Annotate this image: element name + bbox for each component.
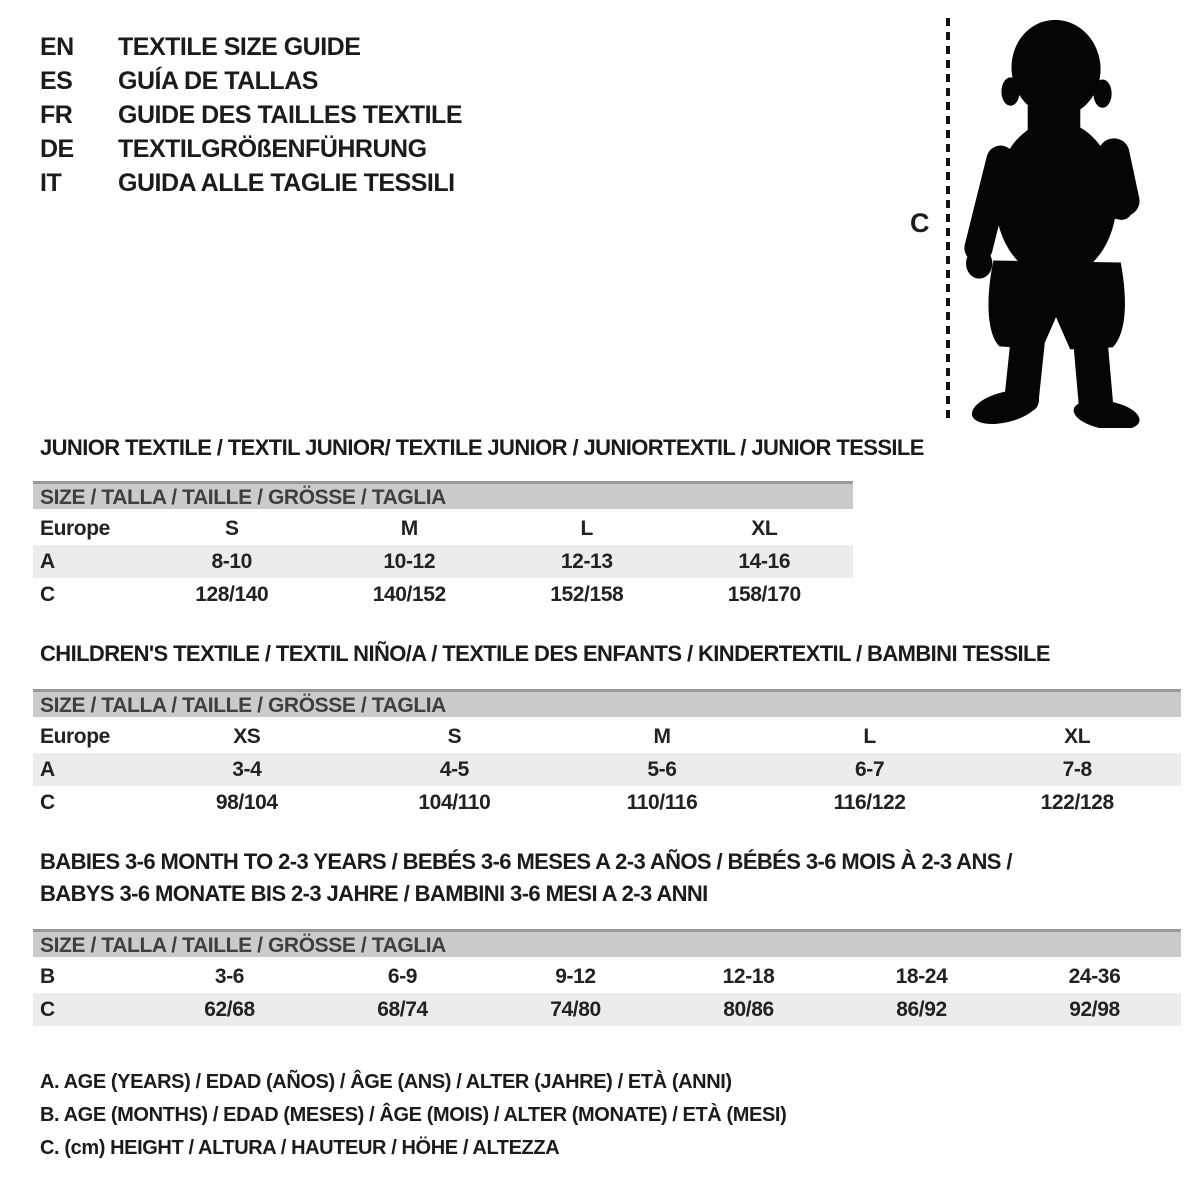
table-row-height	[33, 786, 1181, 819]
size-cell: 86/92	[896, 997, 947, 1021]
size-cell: 12-13	[560, 549, 613, 573]
size-cell: S	[224, 516, 239, 540]
language-code: FR	[40, 101, 73, 129]
size-cell: 128/140	[195, 582, 269, 606]
footnote-b: B. AGE (MONTHS) / EDAD (MESES) / ÂGE (MOIS) / ALTER (MONATE) / ETÀ (MESI)	[40, 1104, 787, 1126]
table-row-months	[33, 960, 1181, 993]
size-cell: 6-7	[855, 757, 885, 781]
size-cell: 12-18	[722, 964, 775, 988]
measure-label-c: C	[910, 208, 929, 238]
height-measure-dashed-line	[946, 18, 950, 418]
size-header-bar-babies: SIZE / TALLA / TAILLE / GRÖSSE / TAGLIA	[33, 929, 1181, 957]
size-cell: 7-8	[1062, 757, 1092, 781]
size-cell: XL	[1064, 724, 1091, 748]
size-cell: 3-6	[214, 964, 245, 988]
size-cell: 3-4	[232, 757, 262, 781]
guide-title: GUÍA DE TALLAS	[118, 67, 318, 95]
row-label: Europe	[40, 516, 110, 540]
row-label: A	[40, 757, 55, 781]
size-cell: 4-5	[439, 757, 469, 781]
table-row-height	[33, 993, 1181, 1026]
language-code: DE	[40, 135, 74, 163]
guide-title: GUIDA ALLE TAGLIE TESSILI	[118, 169, 455, 197]
section-title-babies-line2: BABYS 3-6 MONATE BIS 2-3 JAHRE / BAMBINI 3-6 MESI A 2-3 ANNI	[40, 881, 708, 906]
size-cell: 158/170	[727, 582, 801, 606]
table-row-europe	[33, 720, 1181, 753]
table-row-age	[33, 753, 1181, 786]
size-cell: 5-6	[647, 757, 677, 781]
size-cell: 62/68	[204, 997, 255, 1021]
table-row-height	[33, 578, 853, 611]
size-cell: 80/86	[723, 997, 774, 1021]
size-cell: M	[400, 516, 418, 540]
guide-title: GUIDE DES TAILLES TEXTILE	[118, 101, 463, 129]
size-cell: M	[653, 724, 671, 748]
row-label: C	[40, 790, 55, 814]
section-title-babies-line1: BABIES 3-6 MONTH TO 2-3 YEARS / BEBÉS 3-6 MESES A 2-3 AÑOS / BÉBÉS 3-6 MOIS À 2-3 ANS /	[40, 849, 1012, 874]
size-cell: 24-36	[1068, 964, 1121, 988]
toddler-silhouette-image	[963, 12, 1145, 428]
size-cell: 104/110	[418, 790, 491, 814]
footnote-legend	[40, 1066, 786, 1165]
language-row-it	[40, 166, 462, 200]
language-row-es	[40, 64, 462, 98]
language-row-en	[40, 30, 462, 64]
guide-title: TEXTILE SIZE GUIDE	[118, 33, 361, 61]
size-cell: 110/116	[626, 790, 698, 814]
section-title-junior: JUNIOR TEXTILE / TEXTIL JUNIOR/ TEXTILE JUNIOR / JUNIORTEXTIL / JUNIOR TESSILE	[40, 435, 924, 460]
language-row-de	[40, 132, 462, 166]
section-title-children: CHILDREN'S TEXTILE / TEXTIL NIÑO/A / TEXTILE DES ENFANTS / KINDERTEXTIL / BAMBINI TESSILE	[40, 641, 1050, 666]
size-table-babies	[33, 960, 1181, 1026]
size-cell: S	[447, 724, 462, 748]
size-cell: XL	[751, 516, 778, 540]
size-cell: 10-12	[383, 549, 436, 573]
language-title-block	[40, 30, 462, 200]
size-cell: 6-9	[387, 964, 418, 988]
language-code: EN	[40, 33, 74, 61]
language-code: ES	[40, 67, 73, 95]
footnote-c: C. (cm) HEIGHT / ALTURA / HAUTEUR / HÖHE / ALTEZZA	[40, 1137, 560, 1159]
language-code: IT	[40, 169, 62, 197]
language-row-fr	[40, 98, 462, 132]
size-cell: L	[863, 724, 876, 748]
table-row-europe	[33, 512, 853, 545]
size-cell: 116/122	[833, 790, 906, 814]
size-cell: 9-12	[555, 964, 596, 988]
size-header-bar-junior: SIZE / TALLA / TAILLE / GRÖSSE / TAGLIA	[33, 481, 853, 509]
section-title-babies	[40, 846, 1012, 910]
size-table-junior	[33, 512, 853, 611]
size-cell: 18-24	[895, 964, 948, 988]
size-cell: 68/74	[377, 997, 428, 1021]
size-cell: 92/98	[1069, 997, 1120, 1021]
row-label: B	[40, 964, 55, 988]
size-cell: 152/158	[550, 582, 624, 606]
row-label: C	[40, 997, 55, 1021]
size-cell: 98/104	[215, 790, 278, 814]
size-header-bar-children: SIZE / TALLA / TAILLE / GRÖSSE / TAGLIA	[33, 689, 1181, 717]
size-cell: 74/80	[550, 997, 601, 1021]
size-cell: 14-16	[738, 549, 791, 573]
footnote-a: A. AGE (YEARS) / EDAD (AÑOS) / ÂGE (ANS) / ALTER (JAHRE) / ETÀ (ANNI)	[40, 1071, 732, 1093]
size-cell: L	[580, 516, 593, 540]
size-cell: 122/128	[1040, 790, 1114, 814]
size-cell: 8-10	[211, 549, 252, 573]
size-table-children	[33, 720, 1181, 819]
row-label: C	[40, 582, 55, 606]
table-row-age	[33, 545, 853, 578]
row-label: Europe	[40, 724, 110, 748]
size-cell: 140/152	[372, 582, 446, 606]
row-label: A	[40, 549, 55, 573]
size-cell: XS	[233, 724, 261, 748]
guide-title: TEXTILGRÖßENFÜHRUNG	[118, 135, 427, 163]
